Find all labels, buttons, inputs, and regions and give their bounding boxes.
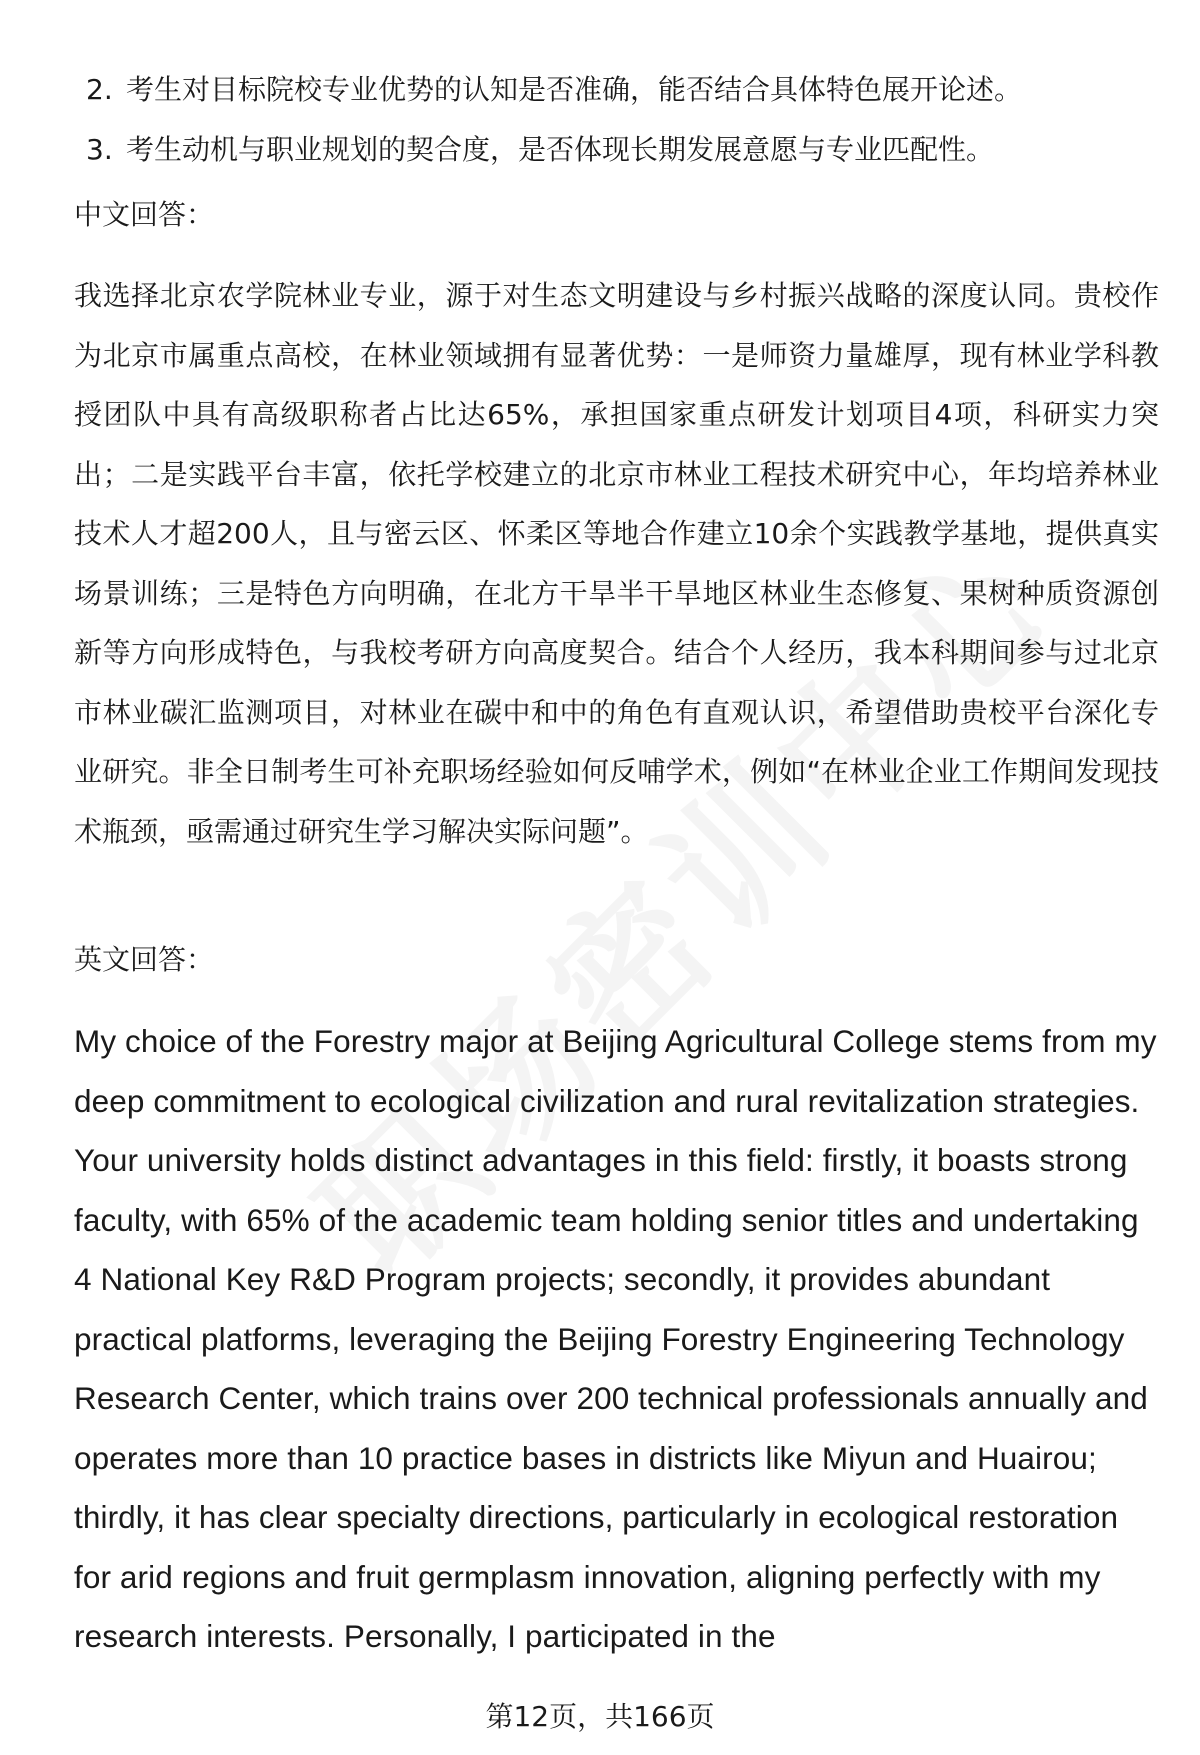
criteria-number: 3. [86,133,113,166]
criteria-item [86,120,1146,180]
page-number-footer: 第12页，共166页 [485,1700,715,1733]
english-answer-body: My choice of the Forestry major at Beijing Agricultural College stems from my deep commitment to ecological civilization and rural revitalization strategies. Your university holds distinct advantages in this field: firstly, it boasts strong faculty, with 65% of the academic team holding senior titles and undertaking 4 National Key R&D Program projects; secondly, it provides abundant practical platforms, leveraging the Beijing Forestry Engineering Technology Research Center, which trains over 200 technical professionals annually and operates more than 10 practice bases in districts like Miyun and Huairou; thirdly, it has clear specialty directions, particularly in ecological restoration for arid regions and fruit germplasm innovation, aligning perfectly with my research interests. Personally, I participated in the [74,1023,1157,1654]
criteria-item [86,60,1146,120]
criteria-number: 2. [86,73,113,106]
criteria-text: 考生对目标院校专业优势的认知是否准确，能否结合具体特色展开论述。 [126,73,1023,106]
evaluation-criteria-list [86,60,1146,180]
english-answer-label: 英文回答： [74,943,215,976]
chinese-answer-label: 中文回答： [74,198,215,231]
criteria-text: 考生动机与职业规划的契合度，是否体现长期发展意愿与专业匹配性。 [126,133,995,166]
chinese-answer-body: 我选择北京农学院林业专业，源于对生态文明建设与乡村振兴战略的深度认同。贵校作为北京市属重点高校，在林业领域拥有显著优势：一是师资力量雄厚，现有林业学科教授团队中具有高级职称者占比达65%，承担国家重点研发计划项目4项，科研实力突出；二是实践平台丰富，依托学校建立的北京市林业工程技术研究中心，年均培养林业技术人才超200人，且与密云区、怀柔区等地合作建立10余个实践教学基地，提供真实场景训练；三是特色方向明确，在北方干旱半干旱地区林业生态修复、果树种质资源创新等方向形成特色，与我校考研方向高度契合。结合个人经历，我本科期间参与过北京市林业碳汇监测项目，对林业在碳中和中的角色有直观认识，希望借助贵校平台深化专业研究。非全日制考生可补充职场经验如何反哺学术，例如“在林业企业工作期间发现技术瓶颈，亟需通过研究生学习解决实际问题”。 [74,279,1159,848]
